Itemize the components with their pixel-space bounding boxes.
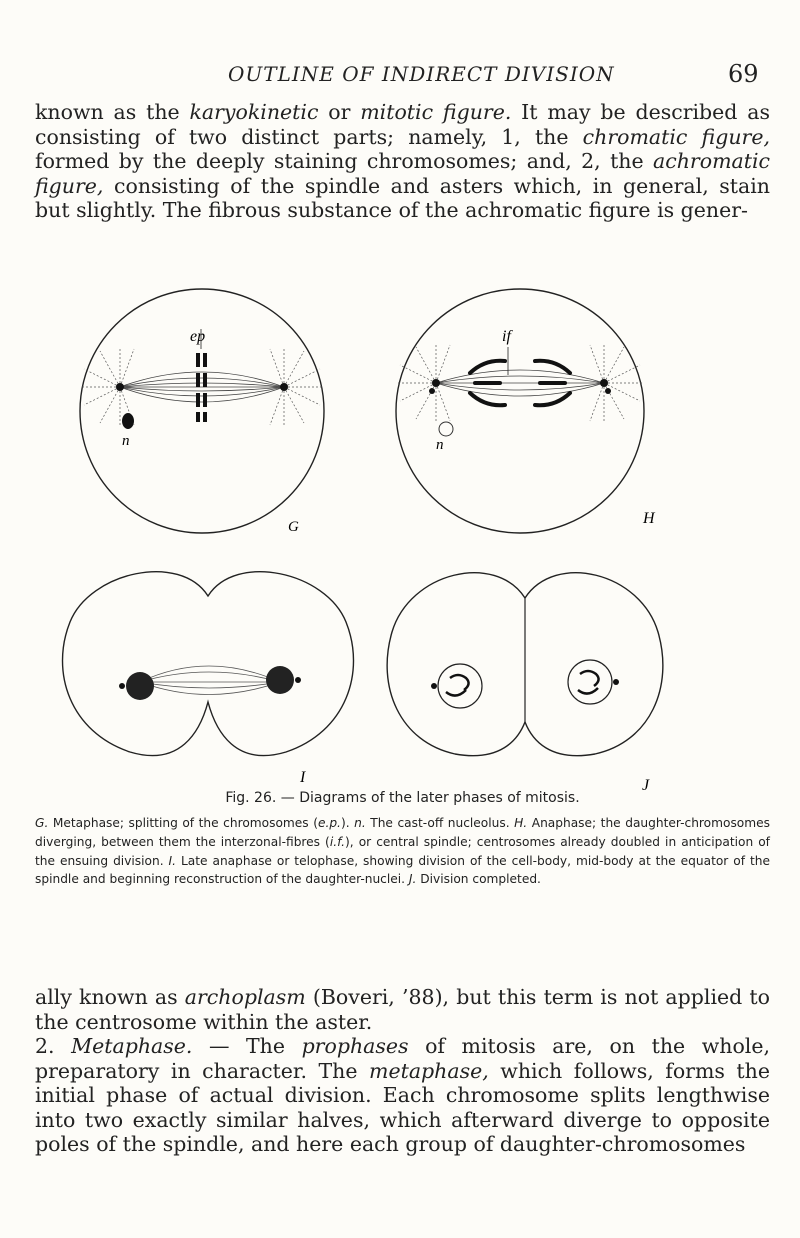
text: or — [318, 100, 361, 124]
label-n-g: n — [122, 433, 130, 449]
caption-ref: J. — [408, 872, 417, 887]
label-if: if — [502, 328, 511, 345]
term-achromatic-figure: achromatic figure, — [35, 149, 770, 198]
caption-text: ), or central spindle; centrosomes already doubled in anticipation of the ensuing division. — [35, 834, 770, 868]
cell-j — [387, 573, 663, 794]
page-number: 69 — [728, 60, 759, 88]
figure-caption — [35, 790, 770, 889]
caption-text: Division completed. — [416, 872, 541, 887]
caption-text: ). — [340, 816, 355, 830]
caption-ref: I. — [168, 853, 177, 868]
mitosis-diagram-bottom — [0, 562, 800, 802]
label-j: J — [642, 777, 650, 794]
text: which follows, forms the initial phase of actual division. Each chromosome splits lengthwise into two exactly similar halves, which afterward diverge to opposite poles of the spindle, and here each group of daughter-chromosomes — [35, 1058, 770, 1156]
text: ally known as — [35, 985, 185, 1009]
text: (Boveri, ’88), but this term is not applied to the centrosome within the aster. — [35, 985, 770, 1034]
caption-text: The cast-off nucleolus. — [365, 816, 515, 830]
caption-text: Metaphase; splitting of the chromosomes ( — [48, 816, 318, 830]
caption-ref: H. — [514, 816, 528, 830]
text: consisting of the spindle and asters which, in general, stain but slightly. The fibrous substance of the achromatic figure is gener- — [35, 173, 770, 222]
term-karyokinetic: karyokinetic — [189, 100, 319, 124]
caption-body — [35, 814, 770, 889]
label-i: I — [300, 769, 306, 786]
caption-ref: G. — [35, 816, 49, 830]
cell-h — [396, 289, 656, 533]
term-metaphase-heading: Metaphase. — [71, 1034, 193, 1058]
text: of mitosis are, on the whole, preparatory in character. The — [35, 1034, 770, 1083]
term-chromatic-figure: chromatic figure, — [582, 124, 770, 149]
caption-ref: e.p. — [317, 816, 341, 830]
caption-ref: n. — [354, 816, 366, 830]
label-h: H — [643, 510, 655, 527]
cell-i — [63, 572, 354, 786]
caption-text: Anaphase; the daughter-chromosomes diverging, between them the interzonal-fibres ( — [35, 816, 770, 849]
text: — The — [192, 1034, 302, 1058]
text: 2. — [35, 1034, 72, 1058]
page-header — [0, 60, 800, 90]
text: It may be described as consisting of two distinct parts; namely, 1, the — [35, 100, 770, 149]
paragraph-intro — [35, 100, 770, 223]
label-g: G — [288, 519, 299, 535]
term-mitotic-figure: mitotic figure. — [360, 100, 512, 124]
running-head: OUTLINE OF INDIRECT DIVISION — [228, 62, 615, 86]
label-n-h: n — [436, 437, 444, 453]
term-archoplasm: archoplasm — [184, 985, 306, 1009]
caption-ref: i.f. — [329, 834, 346, 849]
term-prophases: prophases — [301, 1034, 409, 1058]
caption-text: Late anaphase or telophase, showing division of the cell-body, mid-body at the equator of the spindle and beginning reconstruction of the daughter-nuclei. — [35, 853, 770, 887]
cell-g — [80, 289, 324, 535]
text: known as the — [35, 100, 190, 124]
term-metaphase: metaphase, — [369, 1058, 489, 1083]
label-ep: ep — [190, 328, 206, 345]
text: formed by the deeply staining chromosomes; and, 2, the — [35, 149, 654, 173]
paragraph-metaphase — [35, 985, 770, 1157]
caption-title: Fig. 26. — Diagrams of the later phases of mitosis. — [225, 790, 580, 806]
